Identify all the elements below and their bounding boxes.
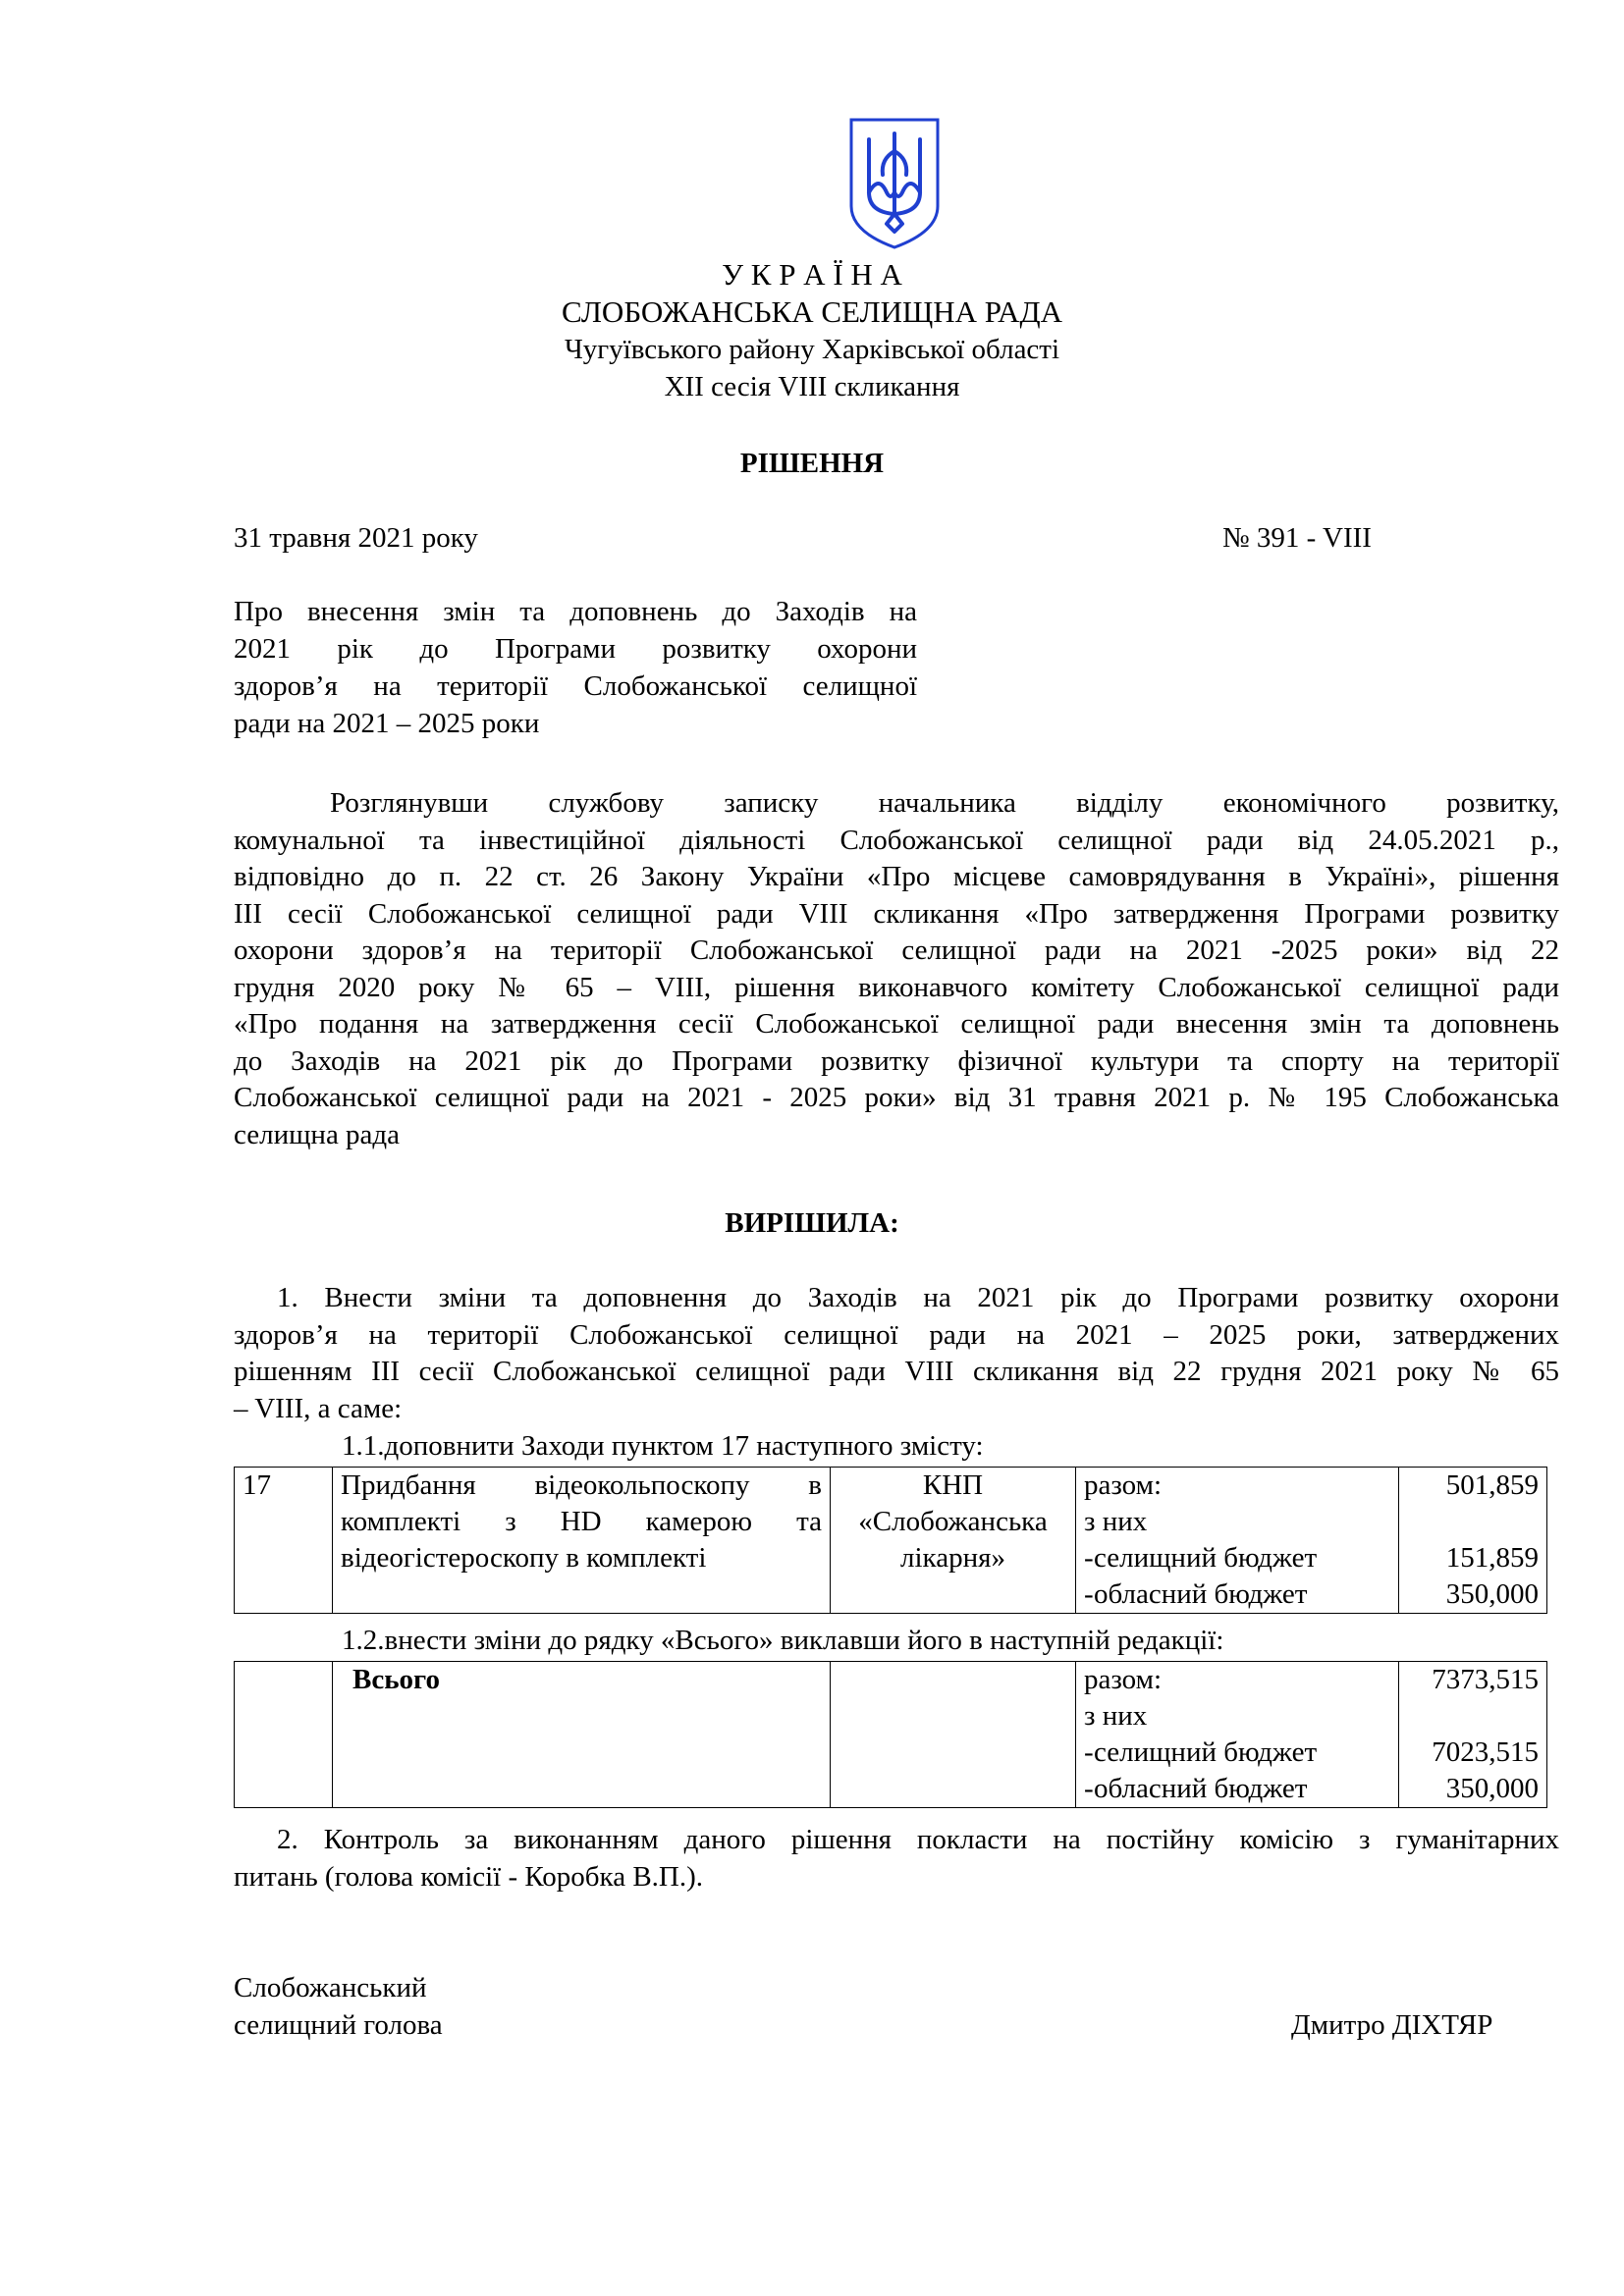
table-cell-source: разом: з них -селищний бюджет -обласний бюджет <box>1076 1468 1399 1614</box>
item-1-line: – VIII, а саме: <box>234 1392 403 1424</box>
subject-line: ради на 2021 – 2025 роки <box>234 708 540 739</box>
item-1-line: 1. Внести зміни та доповнення до Заходів на 2021 рік до Програми розвитку охорони <box>277 1282 1559 1313</box>
table-cell-number: 17 <box>235 1468 333 1614</box>
table-cell-amount: 7373,515 7023,515 350,000 <box>1399 1662 1547 1808</box>
table-cell-executor: КНП «Слобожанська лікарня» <box>831 1468 1076 1614</box>
measures-table-2 <box>234 1661 1547 1808</box>
table-row <box>235 1468 1547 1614</box>
decided-heading: ВИРІШИЛА: <box>725 1207 899 1239</box>
item-2 <box>234 1822 1559 1896</box>
preamble-line: охорони здоров’я на території Слобожанської селищної ради на 2021 -2025 роки» від 22 <box>234 934 1559 966</box>
item-2-line: питань (голова комісії - Коробка В.П.). <box>234 1860 704 1893</box>
item-1-line: рішенням ІІІ сесії Слобожанської селищної ради VIII скликання від 22 грудня 2021 року № 65 <box>234 1356 1559 1387</box>
preamble-line: Слобожанської селищної ради на 2021 - 2025 роки» від 31 травня 2021 р. № 195 Слобожанська <box>234 1082 1559 1113</box>
subject-line: 2021 рік до Програми розвитку охорони <box>234 633 917 665</box>
table-cell-amount: 501,859 151,859 350,000 <box>1399 1468 1547 1614</box>
measures-table-1 <box>234 1467 1547 1614</box>
country-title: У К Р А Ї Н А <box>722 257 902 292</box>
preamble-line: «Про подання на затвердження сесії Слобожанської селищної ради внесення змін та доповнень <box>234 1008 1559 1040</box>
subitem-1-2: 1.2.внести зміни до рядку «Всього» виклавши його в наступній редакції: <box>342 1625 1224 1656</box>
preamble <box>234 785 1559 1153</box>
item-2-line: 2. Контроль за виконанням даного рішення покласти на постійну комісію з гуманітарних <box>277 1824 1559 1855</box>
preamble-line: Розглянувши службову записку начальника відділу економічного розвитку, <box>330 787 1559 819</box>
subitem-1-1: 1.1.доповнити Заходи пунктом 17 наступного змісту: <box>342 1430 984 1462</box>
subject-line: Про внесення змін та доповнень до Заходів на <box>234 596 917 627</box>
decision-subject <box>234 593 917 742</box>
signature-name: Дмитро ДІХТЯР <box>1291 2009 1493 2041</box>
table-row <box>235 1662 1547 1808</box>
preamble-line: комунальної та інвестиційної діяльності Слобожанської селищної ради від 24.05.2021 р., <box>234 824 1559 856</box>
decision-date: 31 травня 2021 року <box>234 522 478 554</box>
preamble-line: ІІІ сесії Слобожанської селищної ради VIII скликання «Про затвердження Програми розвитку <box>234 897 1559 930</box>
session-info: ХІІ сесія VIII скликання <box>664 371 960 402</box>
preamble-line: грудня 2020 року № 65 – VIII, рішення виконавчого комітету Слобожанської селищної ради <box>234 971 1559 1003</box>
district-name: Чугуївського району Харківської області <box>564 334 1060 365</box>
table-cell-name: Всього <box>333 1662 831 1808</box>
table-cell-source: разом: з них -селищний бюджет -обласний бюджет <box>1076 1662 1399 1808</box>
preamble-line: до Заходів на 2021 рік до Програми розвитку фізичної культури та спорту на території <box>234 1044 1559 1077</box>
table-cell-executor <box>831 1662 1076 1808</box>
subject-line: здоров’я на території Слобожанської селищної <box>234 670 917 702</box>
preamble-line: відповідно до п. 22 ст. 26 Закону України «Про місцеве самоврядування в Україні», рішення <box>234 861 1559 892</box>
table-cell-name: Придбання відеокольпоскопу в комплекті з HD камерою та відеогістероскопу в комплекті <box>333 1468 831 1614</box>
signature-position-2: селищний голова <box>234 2009 443 2041</box>
signature-position-1: Слобожанський <box>234 1972 427 2003</box>
tryzub-icon <box>847 116 942 251</box>
item-1 <box>234 1280 1559 1427</box>
table-cell-number <box>235 1662 333 1808</box>
council-name: СЛОБОЖАНСЬКА СЕЛИЩНА РАДА <box>562 294 1062 329</box>
doc-title: РІШЕННЯ <box>739 448 885 479</box>
item-1-line: здоров’я на території Слобожанської селищної ради на 2021 – 2025 роки, затверджених <box>234 1318 1559 1351</box>
preamble-line: селищна рада <box>234 1118 401 1150</box>
decision-number: № 391 - VIII <box>1222 522 1372 554</box>
